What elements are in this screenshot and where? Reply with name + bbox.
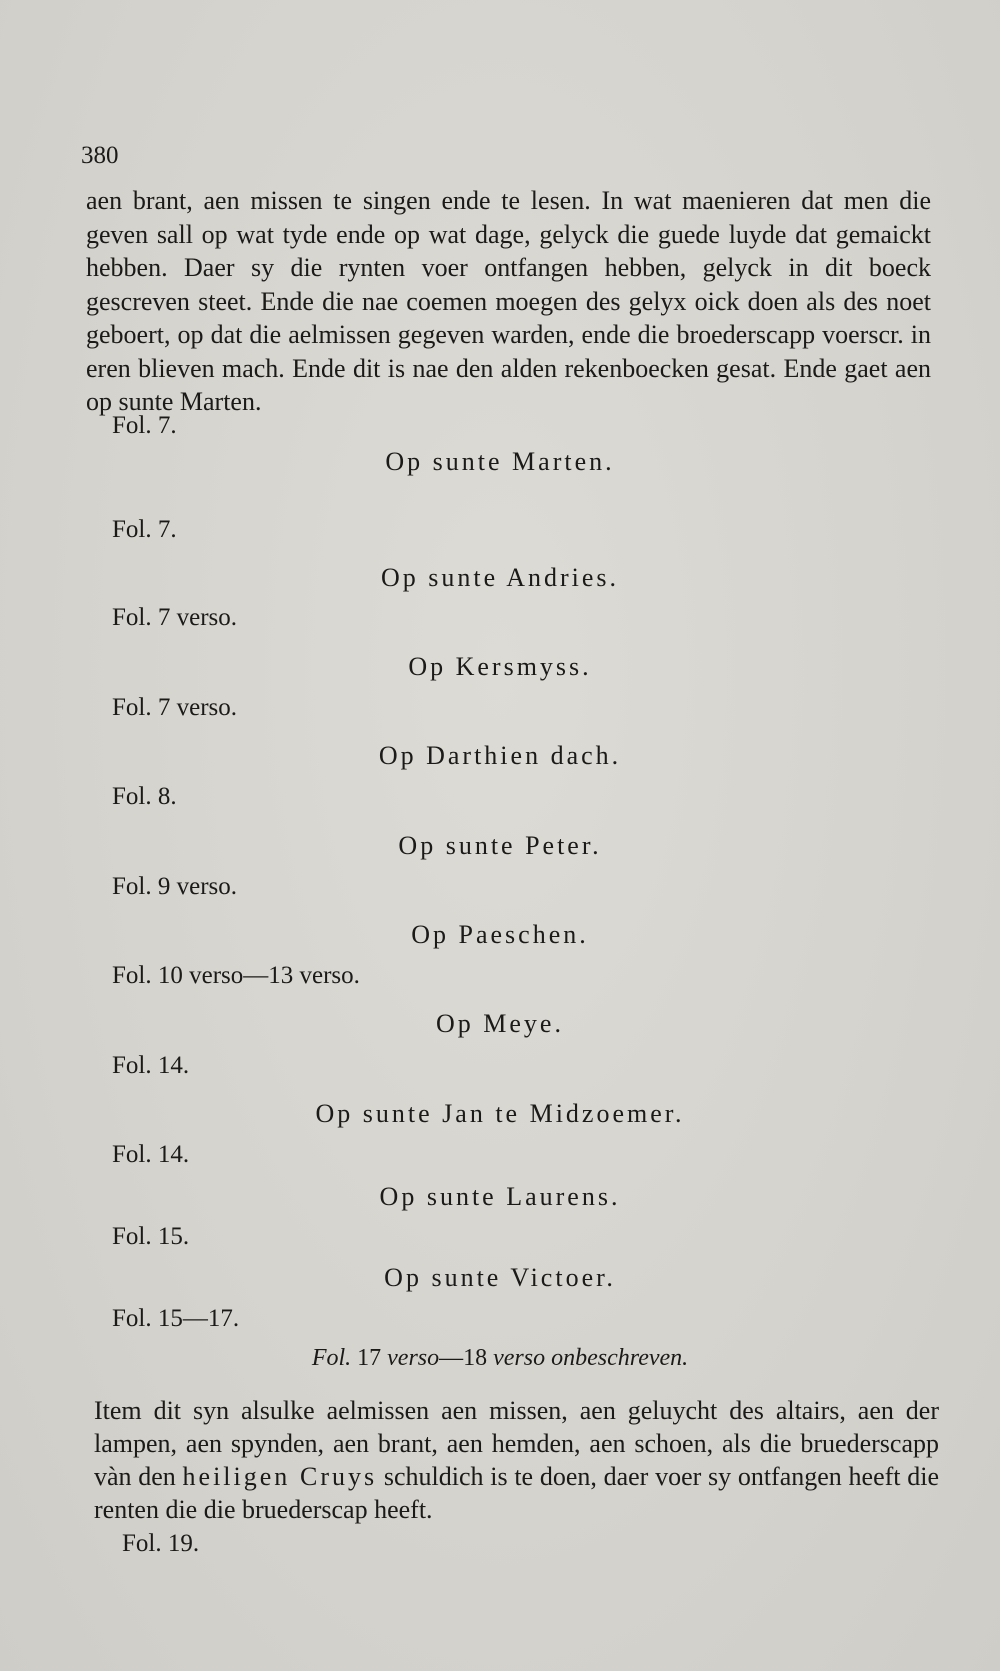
- section-heading: Op sunte Jan te Midzoemer.: [315, 1099, 685, 1128]
- folio-reference: Fol. 10 verso—13 verso.: [112, 962, 360, 989]
- page-number: 380: [81, 142, 119, 169]
- section-heading: Op sunte Peter.: [398, 831, 602, 860]
- section-heading: Op Kersmyss.: [408, 652, 592, 681]
- section-heading: Op sunte Andries.: [380, 563, 620, 592]
- folio-reference: Fol. 7.: [112, 516, 177, 543]
- folio-reference: Fol. 19.: [122, 1530, 200, 1557]
- unwritten-folios-note: Fol. 17 verso—18 verso onbeschreven.: [311, 1345, 689, 1371]
- section-heading: Op sunte Victoer.: [384, 1263, 616, 1292]
- section-heading: Op Darthien dach.: [378, 741, 622, 770]
- folio-reference: Fol. 7 verso.: [112, 604, 237, 631]
- closing-paragraph: Item dit syn alsulke aelmissen aen missen, aen geluycht des altairs, aen der lampen, aen spynden, aen brant, aen hemden, aen schoen, als die bruederscapp vàn den heiligen Cruys schuldich is te doen, daer voer sy ontfangen heeft die renten die die bruederscap heeft.: [94, 1396, 939, 1524]
- emphasized-phrase: heiligen Cruys: [182, 1462, 378, 1491]
- section-heading: Op sunte Marten.: [385, 447, 615, 476]
- folio-reference: Fol. 7 verso.: [112, 694, 237, 721]
- folio-reference: Fol. 9 verso.: [112, 873, 237, 900]
- section-heading: Op Meye.: [436, 1009, 564, 1038]
- folio-reference: Fol. 7.: [112, 412, 177, 439]
- folio-reference: Fol. 8.: [112, 783, 177, 810]
- section-heading: Op Paeschen.: [411, 920, 589, 949]
- folio-reference: Fol. 14.: [112, 1052, 190, 1079]
- folio-reference: Fol. 14.: [112, 1141, 190, 1168]
- folio-reference: Fol. 15.: [112, 1223, 190, 1250]
- section-heading: Op sunte Laurens.: [379, 1182, 621, 1211]
- opening-paragraph: aen brant, aen missen te singen ende te lesen. In wat maenieren dat men die geven sall op wat tyde ende op wat dage, gelyck die guede luyde dat gemaickt hebben. Daer sy die rynten voer ontfangen hebben, gelyck in dit boeck gescreven steet. Ende die nae coemen moegen des gelyx oick doen als des noet geboert, op dat die aelmissen gegeven warden, ende die broederscapp voerscr. in eren blieven mach. Ende dit is nae den alden rekenboecken gesat. Ende gaet aen op sunte Marten.: [86, 186, 931, 416]
- folio-reference: Fol. 15—17.: [112, 1305, 240, 1332]
